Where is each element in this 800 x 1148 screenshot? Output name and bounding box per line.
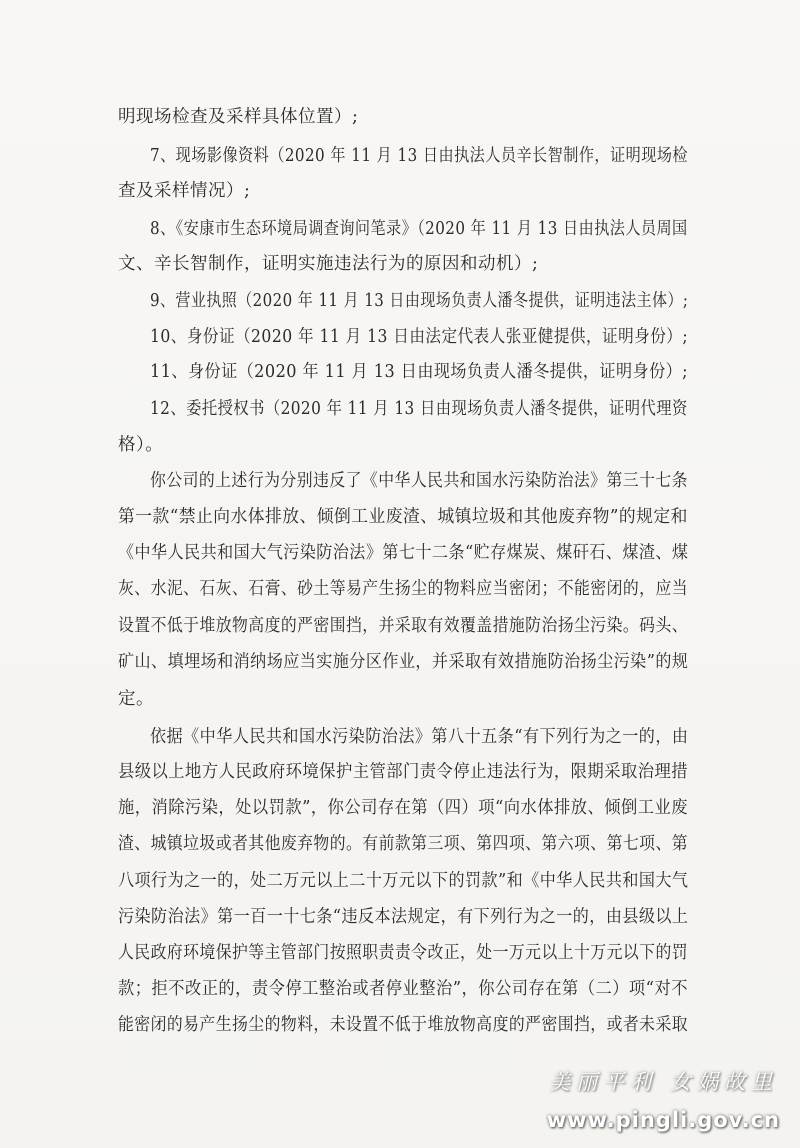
text-line: 7、现场影像资料（2020 年 11 月 13 日由执法人员辛长智制作，证明现场检 [150, 146, 688, 166]
text-line: 查及采样情况）; [118, 181, 251, 201]
text-line: 11、身份证（2020 年 11 月 13 日由现场负责人潘冬提供，证明身份）; [150, 362, 689, 382]
text-line: 依据《中华人民共和国水污染防治法》第八十五条“有下列行为之一的，由 [150, 727, 689, 747]
text-line: 12、委托授权书（2020 年 11 月 13 日由现场负责人潘冬提供，证明代理资 [150, 399, 688, 419]
text-line: 10、身份证（2020 年 11 月 13 日由法定代表人张亚健提供，证明身份）; [150, 327, 689, 347]
text-line: 明现场检查及采样具体位置）; [118, 107, 359, 127]
text-line: 矿山、填埋场和消纳场应当实施分区作业，并采取有效措施防治扬尘污染”的规 [118, 652, 689, 672]
text-line: 污染防治法》第一百一十七条“违反本法规定，有下列行为之一的，由县级以上 [118, 907, 689, 927]
text-line: 文、辛长智制作，证明实施违法行为的原因和动机）; [118, 254, 539, 274]
watermark-slogan: 美丽平利 女娲故里 [549, 1070, 778, 1094]
text-line: 格）。 [118, 435, 164, 455]
text-line: 渣、城镇垃圾或者其他废弃物的。有前款第三项、第四项、第六项、第七项、第 [118, 834, 689, 854]
text-line: 设置不低于堆放物高度的严密围挡，并采取有效覆盖措施防治扬尘污染。码头、 [118, 616, 689, 636]
text-line: 你公司的上述行为分别违反了《中华人民共和国水污染防治法》第三十七条 [150, 471, 688, 491]
text-line: 9、营业执照（2020 年 11 月 13 日由现场负责人潘冬提供，证明违法主体）; [150, 291, 689, 311]
text-line: 定。 [118, 689, 154, 709]
text-line: 施，消除污染，处以罚款”，你公司存在第（四）项“向水体排放、倾倒工业废 [118, 798, 688, 818]
text-line: 款；拒不改正的，责令停工整治或者停业整治”，你公司存在第（二）项“对不 [118, 979, 688, 999]
text-line: 能密闭的易产生扬尘的物料，未设置不低于堆放物高度的严密围挡，或者未采取 [118, 1015, 689, 1035]
text-line: 第一款“禁止向水体排放、倾倒工业废渣、城镇垃圾和其他废弃物”的规定和 [118, 507, 688, 527]
text-line: 8、《安康市生态环境局调查询问笔录》（2020 年 11 月 13 日由执法人员周国 [150, 219, 688, 239]
watermark-url: www.pingli.gov.cn [546, 1108, 780, 1132]
text-line: 人民政府环境保护等主管部门按照职责责令改正，处一万元以上十万元以下的罚 [118, 943, 689, 963]
text-line: 灰、水泥、石灰、石膏、砂土等易产生扬尘的物料应当密闭；不能密闭的，应当 [118, 579, 689, 599]
text-line: 《中华人民共和国大气污染防治法》第七十二条“贮存煤炭、煤矸石、煤渣、煤 [118, 543, 689, 563]
text-line: 县级以上地方人民政府环境保护主管部门责令停止违法行为，限期采取治理措 [118, 762, 689, 782]
text-line: 八项行为之一的，处二万元以上二十万元以下的罚款”和《中华人民共和国大气 [118, 871, 689, 891]
